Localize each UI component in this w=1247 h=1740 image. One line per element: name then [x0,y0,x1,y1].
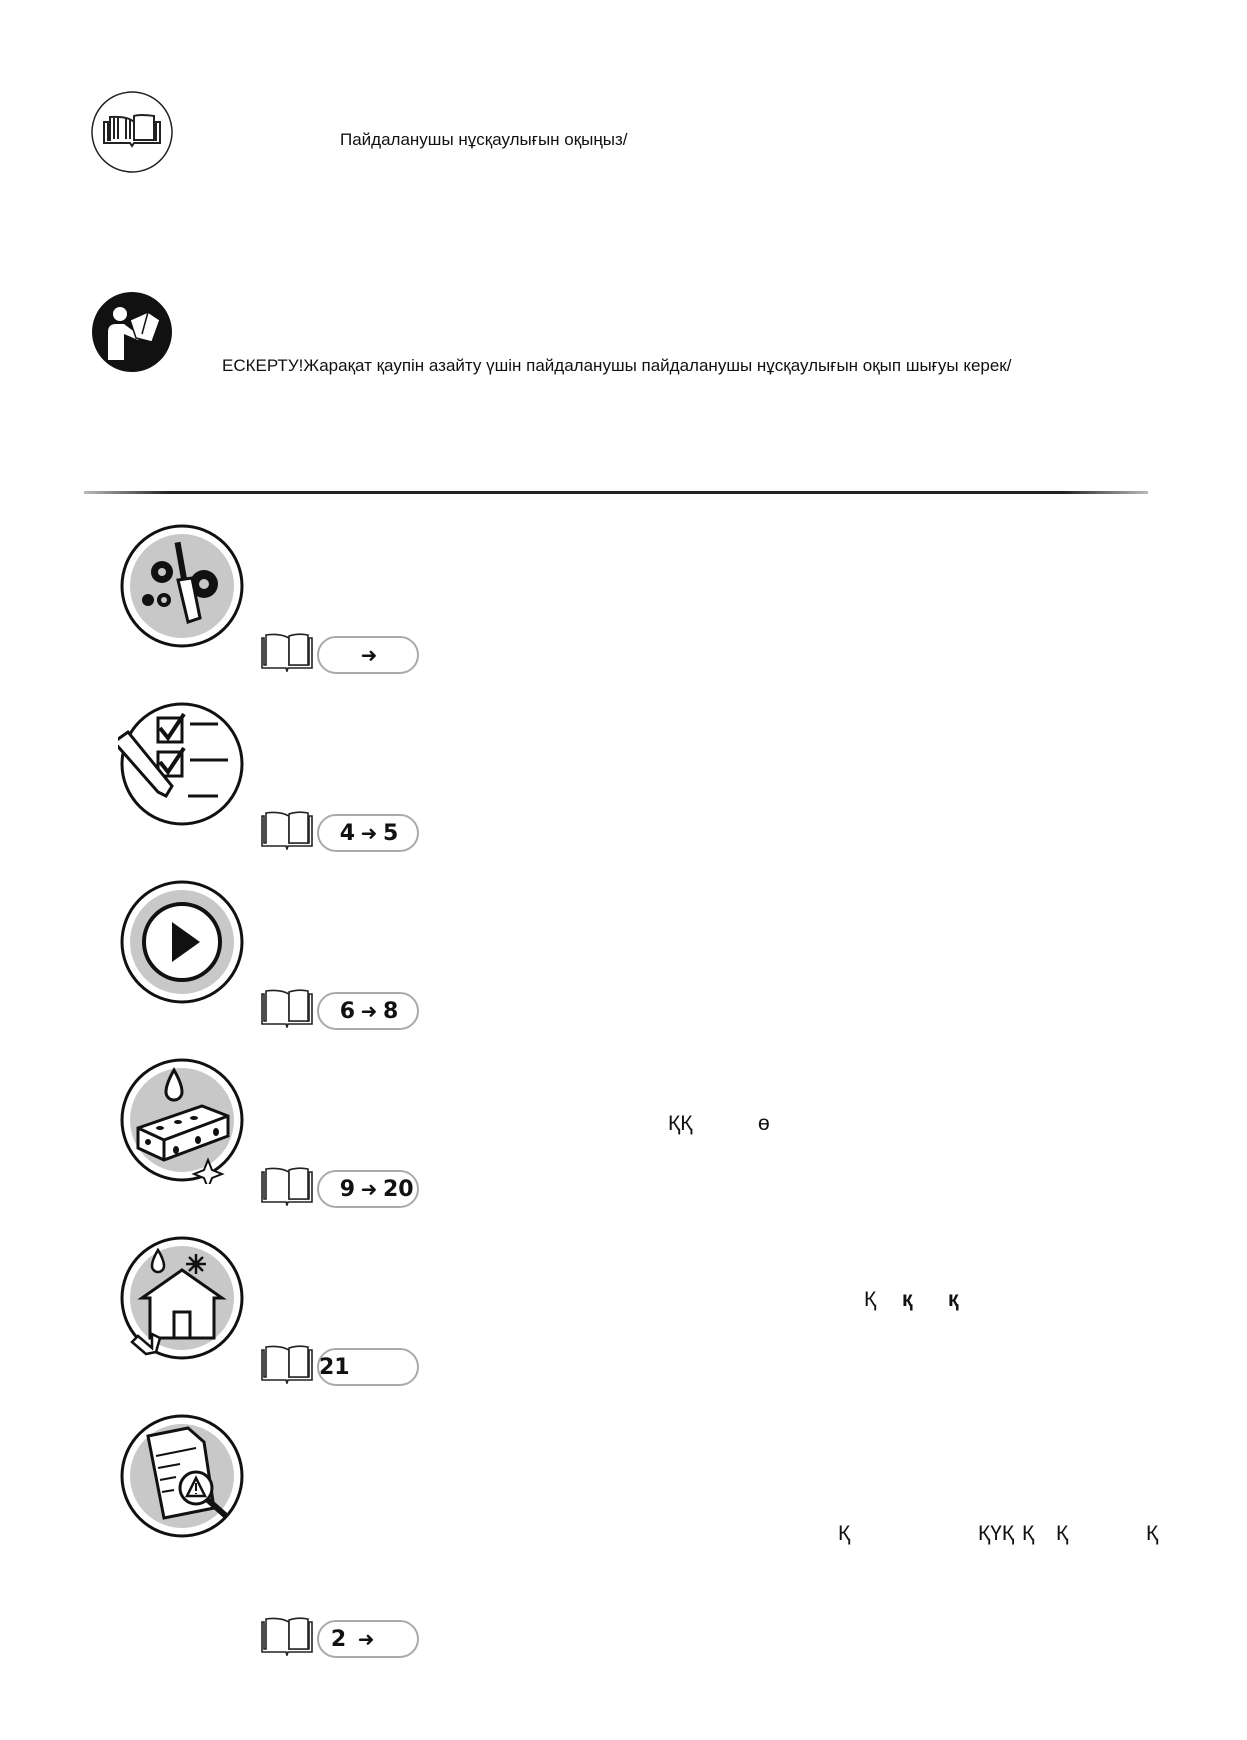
home-storage-icon [118,1234,246,1362]
cleaning-sponge-icon [118,1056,246,1184]
warning-text: ЕСКЕРТУ!Жарақат қаупін азайту үшін пайдаланушы пайдаланушы нұсқаулығын оқып шығуы керек/ [222,356,1012,375]
page-from: 21 [319,1354,350,1380]
arrow-icon: ➜ [357,1627,375,1651]
read-manual-icon [90,90,174,174]
text-fragment: Қ [1146,1522,1159,1545]
arrow-icon: ➜ [360,1177,378,1201]
text-fragment: ө [758,1112,770,1135]
page-from: 2 [330,1626,347,1652]
text-fragment: ҚҚ [668,1112,693,1135]
text-fragment: Қ [1022,1522,1035,1545]
arrow-icon: ➜ [360,999,378,1023]
page-reference [317,1170,419,1208]
manual-book-icon [260,632,314,672]
page-to: 5 [383,820,399,846]
text-fragment: қ [902,1288,913,1311]
text-fragment: Қ [1056,1522,1069,1545]
manual-book-icon [260,1616,314,1656]
page-reference [317,992,419,1030]
tools-gears-icon [118,522,246,650]
reader-warning-icon [90,290,174,374]
text-fragment: қ [948,1288,959,1311]
play-icon [118,878,246,1006]
manual-book-icon [260,988,314,1028]
manual-book-icon [260,1166,314,1206]
text-fragment: ҚҮҚ [978,1522,1015,1545]
manual-book-icon [260,1344,314,1384]
page-from: 6 [339,998,355,1024]
text-fragment: Қ [864,1288,877,1311]
page-reference [317,1348,419,1386]
read-manual-text: Пайдаланушы нұсқаулығын оқыңыз/ [340,130,628,149]
page-to: 8 [383,998,399,1024]
checklist-pen-icon [118,700,246,828]
page-from: 9 [339,1176,355,1202]
page-reference [317,1620,419,1658]
section-divider [84,491,1148,494]
page-to: 20 [383,1176,414,1202]
manual-book-icon [260,810,314,850]
text-fragment: Қ [838,1522,851,1545]
document-warning-icon [118,1412,246,1540]
page-reference [317,636,419,674]
page-from: 4 [339,820,355,846]
arrow-icon: ➜ [360,643,378,667]
arrow-icon: ➜ [360,821,378,845]
page-reference [317,814,419,852]
